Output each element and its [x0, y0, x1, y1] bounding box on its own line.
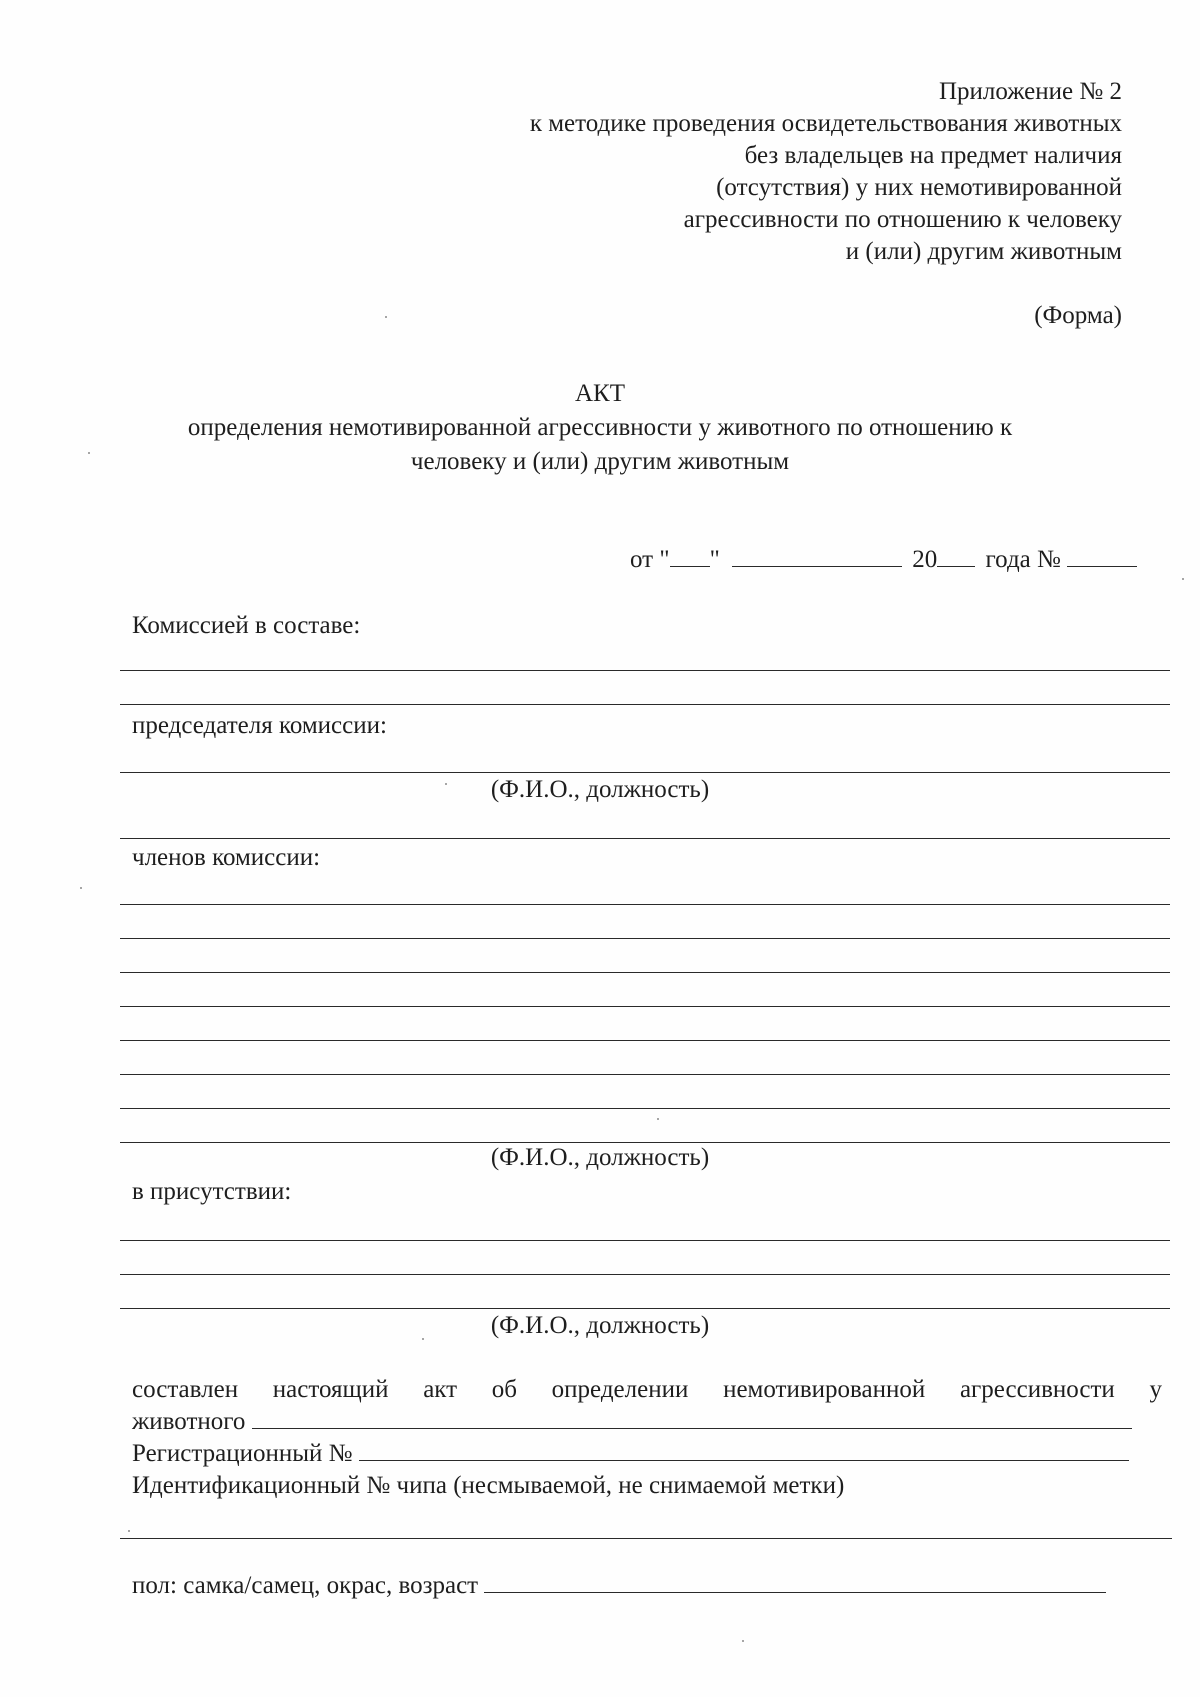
- fio-caption: (Ф.И.О., должность): [490, 1144, 710, 1171]
- header-line-4: агрессивности по отношению к человеку: [683, 206, 1122, 233]
- appendix-number: Приложение № 2: [938, 78, 1122, 105]
- form-label: (Форма): [1034, 302, 1122, 329]
- member-line[interactable]: [120, 1108, 1170, 1109]
- date-line: [630, 544, 1137, 576]
- animal-label: животного: [132, 1408, 246, 1435]
- animal-blank[interactable]: [252, 1406, 1132, 1429]
- presence-line[interactable]: [120, 1308, 1170, 1309]
- scan-speck: [128, 1530, 130, 1532]
- members-label: членов комиссии:: [132, 844, 321, 871]
- chip-line[interactable]: [120, 1538, 1172, 1539]
- registration-blank[interactable]: [359, 1438, 1129, 1461]
- scan-speck: [657, 1118, 659, 1120]
- sex-row: [132, 1570, 1106, 1602]
- day-blank[interactable]: [670, 544, 710, 567]
- statement-text: составлен настоящий акт об определении немотивированной агрессивности у: [132, 1376, 1162, 1403]
- scan-speck: [385, 316, 387, 318]
- chairman-line[interactable]: [120, 838, 1170, 839]
- number-blank[interactable]: [1067, 544, 1137, 567]
- registration-label: Регистрационный №: [132, 1440, 353, 1467]
- scan-speck: [80, 887, 82, 889]
- date-quote-close: ": [709, 546, 720, 573]
- member-line[interactable]: [120, 1040, 1170, 1041]
- sex-blank[interactable]: [484, 1570, 1106, 1593]
- member-line[interactable]: [120, 1006, 1170, 1007]
- scan-speck: [88, 452, 90, 454]
- header-line-3: (отсутствия) у них немотивированной: [716, 174, 1122, 201]
- presence-line[interactable]: [120, 1274, 1170, 1275]
- scan-speck: [742, 1640, 744, 1642]
- month-blank[interactable]: [732, 544, 902, 567]
- document-title: АКТ: [575, 380, 625, 407]
- document-subtitle-1: определения немотивированной агрессивности у животного по отношению к: [187, 414, 1013, 441]
- header-line-5: и (или) другим животным: [845, 238, 1122, 265]
- commission-line[interactable]: [120, 670, 1170, 671]
- year-prefix: 20: [912, 546, 938, 573]
- header-line-2: без владельцев на предмет наличия: [744, 142, 1122, 169]
- scan-speck: [1182, 578, 1184, 580]
- member-line[interactable]: [120, 1074, 1170, 1075]
- document-subtitle-2: человеку и (или) другим животным: [410, 448, 790, 475]
- date-prefix: от ": [630, 546, 670, 573]
- member-line[interactable]: [120, 938, 1170, 939]
- registration-row: [132, 1438, 1129, 1470]
- chairman-line[interactable]: [120, 772, 1170, 773]
- commission-label: Комиссией в составе:: [132, 612, 361, 639]
- scan-speck: [445, 783, 447, 785]
- number-label: года №: [985, 546, 1061, 573]
- scan-speck: [422, 1338, 424, 1340]
- member-line[interactable]: [120, 972, 1170, 973]
- sex-label: пол: самка/самец, окрас, возраст: [132, 1572, 479, 1599]
- header-line-1: к методике проведения освидетельствования животных: [529, 110, 1122, 137]
- chairman-label: председателя комиссии:: [132, 712, 387, 739]
- animal-row: [132, 1406, 1132, 1438]
- chip-label: Идентификационный № чипа (несмываемой, не снимаемой метки): [132, 1472, 845, 1499]
- fio-caption: (Ф.И.О., должность): [490, 776, 710, 803]
- commission-line[interactable]: [120, 704, 1170, 705]
- member-line[interactable]: [120, 904, 1170, 905]
- fio-caption: (Ф.И.О., должность): [490, 1312, 710, 1339]
- presence-line[interactable]: [120, 1240, 1170, 1241]
- year-blank[interactable]: [937, 544, 975, 567]
- presence-label: в присутствии:: [132, 1178, 292, 1205]
